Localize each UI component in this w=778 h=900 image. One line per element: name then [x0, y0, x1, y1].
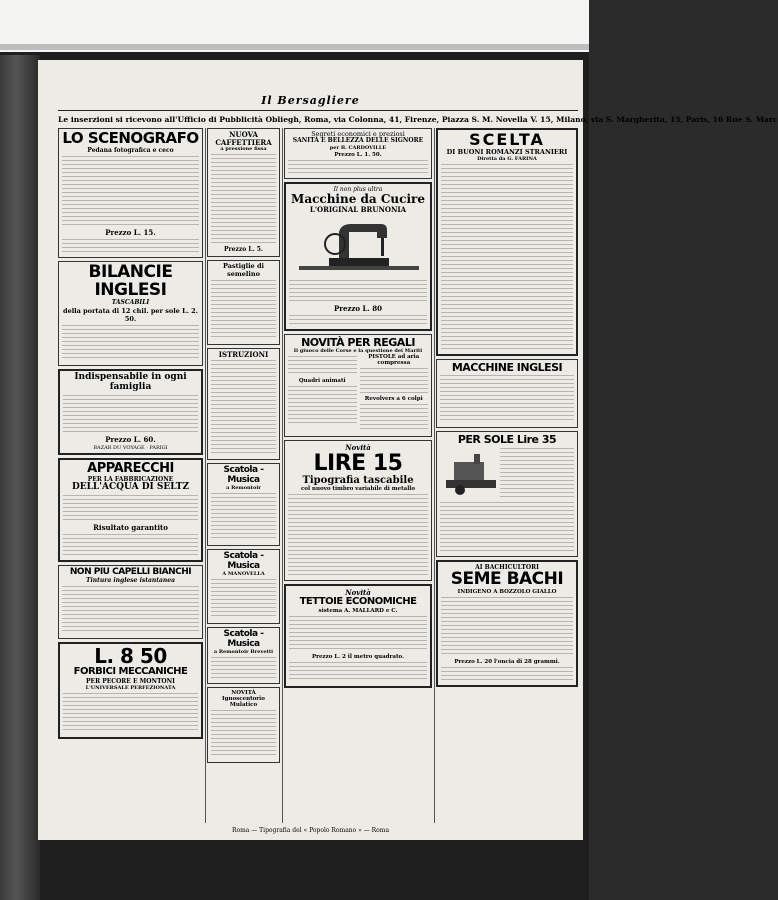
ad-tag: L'UNIVERSALE PERFEZIONATA: [85, 684, 176, 691]
ad-body-text: [440, 502, 574, 552]
ad-pastiglie: [207, 260, 280, 344]
ad-title: Macchine da Cucire: [291, 191, 425, 206]
ad-caffettiera: [207, 128, 280, 257]
ad-price: Prezzo L. 1. 50.: [334, 151, 382, 158]
ad-body-text: [211, 579, 276, 619]
ad-apparecchi: [58, 458, 203, 562]
ad-body-text: [211, 493, 276, 541]
ad-title: Segreti economici e preziosi: [311, 130, 405, 138]
ad-bilancie: [58, 261, 203, 367]
ad-title: Pastiglie di semelino: [223, 262, 264, 278]
ad-subtitle: INDIGENO A BOZZOLO GIALLO: [457, 588, 557, 595]
ad-body-text: [288, 386, 357, 426]
ad-body-text: [441, 597, 573, 657]
ad-body-text: [63, 395, 198, 433]
ad-price-big: L. 8 50: [94, 644, 167, 669]
ad-body-text: [63, 693, 198, 733]
ad-title: Scatola - Musica: [223, 551, 264, 571]
ad-body-text: [288, 356, 357, 376]
column-1: [58, 128, 203, 823]
ad-body-text: [440, 375, 574, 423]
ad-title: Ignoscentorio Mulatico: [222, 695, 265, 709]
ad-novita: [207, 687, 280, 763]
ad-author: per B. CARDOVILLE: [329, 144, 387, 151]
ad-istruzioni: [207, 348, 280, 461]
ad-body-text: [211, 657, 276, 679]
sewing-machine-illustration: [289, 214, 429, 274]
ad-tettoie: [284, 584, 432, 688]
ad-body-text: [62, 239, 199, 253]
ad-author: Diretta da G. FARINA: [477, 155, 537, 162]
ad-price: Prezzo L. 20 l'oncia di 28 grammi.: [454, 658, 560, 665]
ad-subtitle: Tintura inglese istantanea: [85, 577, 175, 585]
ad-title: SEME BACHI: [450, 569, 564, 590]
top-margin-strip: [0, 0, 589, 52]
ad-title: Tipografia tascabile: [302, 475, 414, 487]
column-3: [284, 128, 432, 823]
ad-line: DELL'ACQUA DI SELTZ: [71, 481, 190, 492]
ad-body-text: [63, 534, 198, 556]
ad-subtitle: L'ORIGINAL BRUNONIA: [309, 204, 407, 214]
ad-macchine-cucire: [284, 182, 432, 331]
ad-body-text: [289, 315, 427, 325]
ad-title: LO SCENOGRAFO: [62, 129, 199, 147]
ad-body-text: [500, 448, 574, 498]
ad-body-text: [63, 495, 198, 521]
ad-title: MACCHINE INGLESI: [451, 360, 563, 374]
ad-weight: della portata di 12 chil. per sole L. 2. 50.: [63, 307, 198, 324]
machine-illustration: [440, 446, 500, 498]
ad-subtitle: a Remontoir: [226, 485, 261, 492]
ad-subtitle: PER LA FABBRICAZIONE: [87, 475, 174, 483]
ad-title: PER SOLE Lire 35: [457, 433, 557, 447]
column-2: [207, 128, 280, 823]
ad-price-big: LIRE 15: [313, 451, 403, 477]
ad-body-text: [211, 280, 276, 340]
ad-title: Scatola - Musica: [223, 465, 264, 485]
ad-footer: BAZAR DU VOYAGE · PARIGI: [93, 445, 168, 452]
ad-title: NON PIU CAPELLI BIANCHI: [69, 566, 192, 577]
ad-body-text: [289, 280, 427, 302]
ad-subtitle: Pedana fotografica e ceco: [87, 146, 174, 154]
ad-body-text: [62, 325, 199, 361]
ad-subtitle: col nuovo timbro variabile di metallo: [300, 486, 416, 493]
advertising-notice: Le inserzioni si ricevono all'Ufficio di Pubblicità Obliegh, Roma, via Colonna, 41, Firenze, Piazza S. M. Novella V. 15, Milano, via S. Margherita, 15, Paris, 16 Rue S. Marc: [58, 115, 778, 124]
ad-body-text: [441, 164, 573, 350]
newspaper-page: [38, 60, 778, 840]
ad-body-text: [289, 662, 427, 682]
column-rule: [434, 128, 435, 823]
ad-body-text: [360, 404, 429, 432]
ad-title: TETTOIE ECONOMICHE: [299, 596, 417, 608]
ad-subtitle: PER PECORE E MONTONI: [86, 677, 175, 685]
masthead: Il Bersagliere: [261, 94, 360, 107]
ad-body-text: [211, 360, 276, 455]
ad-price: Prezzo L. 60.: [105, 435, 156, 445]
ad-line: SANITÀ E BELLEZZA DELLE SIGNORE: [292, 137, 424, 145]
ad-body-text: [62, 156, 199, 226]
ad-item-title: Quadri animati: [298, 378, 346, 385]
ad-result: Risultato garantito: [93, 522, 168, 532]
ad-price: Prezzo L. 15.: [105, 227, 156, 237]
ad-price: Prezzo L. 5.: [223, 246, 264, 254]
ad-scatola-2: [207, 549, 280, 624]
ad-pre: Novità: [345, 443, 371, 453]
ad-indispensabile: [58, 369, 203, 455]
ad-pre: AI BACHICULTORI: [475, 564, 539, 572]
ad-tipografia: [284, 440, 432, 581]
ad-body-text: [288, 160, 428, 174]
ad-forbici: [58, 642, 203, 739]
ad-subtitle: sistema A. MALLARD e C.: [318, 607, 398, 614]
ad-subtitle: a Remontoir Brevetti: [213, 648, 274, 655]
column-rule: [282, 128, 283, 823]
ad-scatola-1: [207, 463, 280, 546]
column-4: [436, 128, 578, 823]
ad-seme-bachi: [436, 560, 578, 687]
ad-title: SCELTA: [469, 130, 545, 149]
header-rule: [58, 110, 578, 111]
ad-subtitle: A MANOVELLA: [222, 571, 265, 578]
ad-macchine-inglesi: [436, 359, 578, 429]
ad-pre: NOVITÀ: [231, 689, 256, 696]
ad-title: ISTRUZIONI: [218, 349, 269, 359]
ad-body-text: [441, 667, 573, 681]
ad-scatola-3: [207, 627, 280, 684]
ad-body-text: [360, 368, 429, 394]
ad-subtitle: DI BUONI ROMANZI STRANIERI: [446, 147, 568, 156]
column-rule: [205, 128, 206, 823]
ad-segreti: [284, 128, 432, 179]
ad-title: Scatola - Musica: [223, 629, 264, 649]
ad-body-text: [288, 494, 428, 576]
ad-body-text: [211, 154, 276, 244]
ad-subtitle: Il giuoco delle Corse e la questione dei Mariti: [293, 348, 423, 355]
ad-capelli: [58, 565, 203, 639]
ad-title: BILANCIE INGLESI: [88, 261, 173, 300]
ad-scenografo: [58, 128, 203, 258]
ad-pre: Il non plus ultra: [333, 185, 383, 193]
printer-footer: Roma — Tipografia del « Popolo Romano » — Roma: [231, 827, 390, 834]
ad-title: Indispensabile in ogni famiglia: [74, 372, 187, 393]
ad-item-title: Revolvers a 6 colpi: [364, 396, 423, 403]
ad-price: Prezzo L. 2 il metro quadrato.: [312, 653, 404, 660]
ad-title: APPARECCHI: [87, 461, 174, 477]
ad-title: NUOVA CAFFETTIERA: [215, 130, 272, 147]
ad-scelta: [436, 128, 578, 356]
ad-item-title: PISTOLE ad aria compressa: [368, 354, 420, 367]
ad-per-sole: [436, 431, 578, 557]
ad-title: FORBICI MECCANICHE: [73, 666, 188, 678]
ad-body-text: [62, 586, 199, 634]
ad-title: NOVITÀ PER REGALI: [301, 335, 415, 349]
ad-body-text: [289, 616, 427, 652]
ad-price: Prezzo L. 80: [334, 303, 382, 313]
ad-pre: Novità: [345, 588, 371, 598]
ad-regali: [284, 334, 432, 438]
ad-subtitle: a pressione fissa: [220, 146, 267, 153]
book-binding: [0, 55, 40, 900]
ad-body-text: [211, 710, 276, 758]
ad-subtitle: TASCABILI: [111, 299, 150, 307]
